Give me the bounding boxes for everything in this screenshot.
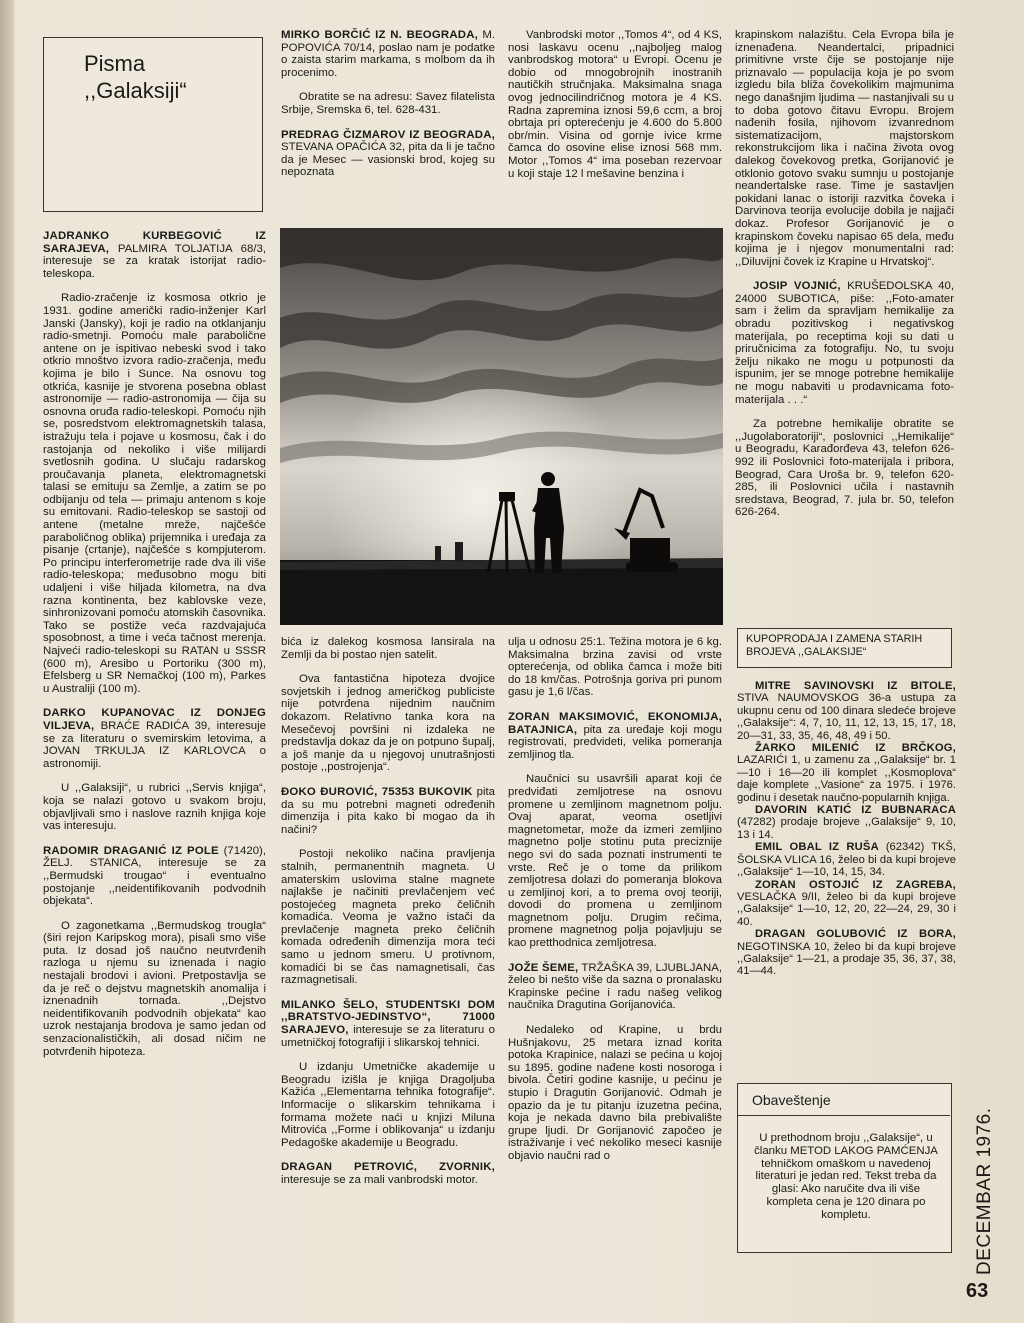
letter-11 [735,280,954,406]
letter-author: ZORAN MAKSIMOVIĆ, EKONOMIJA, BATAJNICA, [508,710,722,736]
exchange-text: STIVA NAUMOVSKOG 36-a ustupa za ukupnu cenu od 100 dinara sledeće brojeve ,,Galaksije“: 4, 7, 10, 11, 12, 13, 15, 17, 18, 20—31, 33, 35, 46, 48, 49 i 50. [737,692,956,742]
letter-6 [281,786,495,836]
page-footer-side [966,1080,1002,1320]
letter-5 [281,129,495,179]
exchange-item [737,879,956,929]
section-title-box [43,37,263,212]
answer-9: Naučnici su usavršili aparat koji će predviđati zemljotrese na osnovu promene u zemljinom magnetnom polju. Ovaj aparat, veoma osetljivi magnetometar, može da izmeri zemljino magnetno polje stotinu puta preciznije nego svi do sada poznati instrumenti te vrste. Reč je o tome da prilikom zemljotresa dolazi do pomeranja blokova u zemljinoj kori, a to prema ovoj teoriji, dovodi do promena u zemljinom magnetnom polju. Drugim rečima, promene magnetnog polja pojavljuju se kao pretthodnica zemljotresa. [508,773,722,950]
letter-4 [281,29,495,79]
letter-author: RADOMIR DRAGANIĆ IZ POLE [43,844,219,857]
letter-author: PREDRAG ČIZMAROV IZ BEOGRADA, [281,128,495,141]
letter-9 [508,711,722,761]
letter-text: PALMIRA TOLJATIJA 68/3, interesuje se za kratak istorijat radio-teleskopa. [43,242,266,280]
answer-5b: Ova fantastična hipoteza dvojice sovjetskih i jednog američkog publiciste nije potvrđena nijednim naučnim dokazom. Relativno tanka kora na Mesečevoj površini ni izdaleka ne predstavlja dokaz da je on potpuno šupalj, a još manje da u njegovoj unutrašnjosti postoje ,,postrojenja“. [281,673,495,774]
exchange-text: (62342) TKŠ, ŠOLSKA VLICA 16, želeo bi da kupi brojeve ,,Galaksije“ 1—10, 14, 15, 34. [737,841,956,879]
exchange-header-box [737,628,952,668]
notice-title: Obaveštenje [738,1084,950,1116]
letter-7 [281,999,495,1049]
exchange-text: VESLAČKA 9/II, želeo bi da kupi brojeve ,,Galaksije“ 1—10, 12, 20, 22—24, 29, 30 i 40. [737,890,956,928]
column-1 [43,230,266,1070]
column-2-top [281,29,495,191]
answer-7: U izdanju Umetničke akademije u Beogradu izišla je knjiga Dragoljuba Kažića ,,Elementarna tehnika fotografije“. Informacije o slikarskim tehnikama i formama možete naći u knjizi Miluna Mitrovića ,,Forme i oblikovanja“ u izdanju Pedagoške akademije u Beogradu. [281,1061,495,1149]
letter-author: JADRANKO KURBEGOVIĆ IZ SARAJEVA, [43,230,266,255]
letter-text: pita za uređaje koji mogu registrovati, predvideti, velika pomeranja zemljinog tla. [508,723,722,761]
answer-11: Za potrebne hemikalije obratite se ,,Jugolaboratoriji“, poslovnici ,,Hemikalije“ u Beogradu, Karađorđeva 43, telefon 626-992 ili Poslovnici foto-materijala i pribora, Beograd, Cara Uroša br. 9, telefon 620-285, ili Poslovnici učila i nastavnih sredstava, Beograd, 7. jula br. 50, telefon 626-264. [735,418,954,519]
exchange-text: NEGOTINSKA 10, želeo bi da kupi brojeve ,,Galaksije“ 1—21, a prodaje 35, 36, 37, 38, 41—44. [737,940,956,978]
exchange-author: ZORAN OSTOJIĆ IZ ZAGREBA, [755,878,956,891]
letter-author: JOŽE ŠEME, [508,961,579,974]
letter-text: KRUŠEDOLSKA 40, 24000 SUBOTICA, piše: ,,Foto-amater sam i želim da spravljam hemikalije za obradu pozitivskog i negativskog materijala, po receptima koji su dati u priručnicima za fotografiju. No, tu svoju želju nikako ne mogu u potpunosti da ispunim, jer se mnoge potrebne hemikalije ne mogu nabaviti u prodavnicama foto-materijala . . .“ [735,280,954,406]
section-title [84,50,187,104]
exchange-item [737,680,956,742]
notice-text: U prethodnom broju ,,Galaksije“, u članku METOD LAKOG PAMĆENJA tehničkom omaškom u navedenoj literaturi je jedan red. Tekst treba da glasi: Ako naručite dva ili više kompleta cena je 120 dinara po kompletu. [754,1132,938,1221]
letter-2 [43,707,266,770]
letter-author: DRAGAN PETROVIĆ, ZVORNIK, [281,1161,495,1174]
title-line-2: ,,Galaksiji“ [84,78,187,103]
answer-engine: Vanbrodski motor ,,Tomos 4“, od 4 KS, nosi laskavu ocenu ,,najboljeg malog vanbrodskog motora“ u Evropi. Ocenu je dobio od mnogobrojnih inostranih nautičkih stručnjaka. Maksimalna snaga ovog jednocilindričnog motora je 4 KS. Radna zapremina iznosi 59,6 ccm, a broj obrtaja pri opterećenju je 4.600 do 5.800 obr/min. Visina od gornje ivice krme čamca do osovine elise iznosi 568 mm. Motor ,,Tomos 4“ ima poseban rezervoar u koji staje 12 l mešavine benzina i [508,29,722,180]
exchange-item [737,742,956,804]
column-2-bottom [281,636,495,1199]
letter-3 [43,845,266,908]
answer-6: Postoji nekoliko načina pravljenja stalnih, permanentnih magneta. U amaterskim uslovima stalne magnete najlakše je načiniti prevlačenjem već postojećeg magneta preko čeličnih komadića. Veoma je važno istači da prevlačenje magneta preko čeličnih komada određenih dimenzija mora teći samo u jednom smeru. U protivnom, komadići bi se čas namagnetisali, čas razmagnetisali. [281,848,495,987]
letter-author: ĐOKO ĐUROVIĆ, 75353 BUKOVIK [281,785,473,798]
letter-author: DARKO KUPANOVAC IZ DONJEG VILJEVA, [43,707,266,732]
letter-text: TRŽAŠKA 39, LJUBLJANA, želeo bi nešto više da sazna o pronalasku Krapinske pećine i radu našeg velikog naučnika Dragutina Gorijanovića. [508,961,722,1012]
page-spine [0,0,14,1323]
exchange-author: DAVORIN KATIĆ IZ BUBNARACA [755,804,956,817]
letter-8 [281,1161,495,1186]
exchange-item [737,928,956,978]
letter-author: MIRKO BORČIĆ IZ N. BEOGRADA, [281,29,478,41]
letter-text: STEVANA OPAČIĆA 32, pita da li je tačno da je Mesec — vasionski brod, kojeg su nepoznata [281,141,495,179]
exchange-author: ŽARKO MILENIĆ IZ BRČKOG, [755,742,956,755]
letter-text: pita da su mu potrebni magneti određenih dimenzija i pita kako bi mogao da ih načini? [281,785,495,836]
column-3-bottom [508,636,722,1175]
answer-5: bića iz dalekog kosmosa lansirala na Zemlji da bi postao njen satelit. [281,636,495,661]
letter-text: M. POPOVIĆA 70/14, poslao nam je podatke o zaista starim markama, s molbom da ih procenimo. [281,29,495,79]
page-number: 63 [966,1280,989,1302]
answer-2: U ,,Galaksiji“, u rubrici ,,Servis knjiga“, koja se nalazi gotovo u svakom broju, objavljivali smo i naslove raznih knjiga koje vas interesuju. [43,782,266,833]
letter-1 [43,230,266,280]
exchange-item [737,841,956,878]
answer-4: Obratite se na adresu: Savez filatelista Srbije, Sremska 6, tel. 628-431. [281,91,495,116]
answer-engine-cont: ulja u odnosu 25:1. Težina motora je 6 kg. Maksimalna brzina zavisi od vrste opterećenja, od oblika čamca i može biti do 18 km/čas. Potrošnja goriva pri punom gasu je 1,6 l/čas. [508,636,722,699]
letter-author: JOSIP VOJNIĆ, [753,280,841,293]
exchange-author: EMIL OBAL IZ RUŠA [755,841,879,854]
title-line-1: Pisma [84,51,146,76]
answer-10: Nedaleko od Krapine, u brdu Hušnjakovu, 25 metara iznad korita potoka Krapinice, nalazi se pećina u kojoj su 1895. godine nađene kosti nosoroga i bivola. Četiri godine kasnije, u pećinu je stupio i Dragutin Gorijanović. Odmah je opazio da je tu pitanju izuzetna pećina, koja je nekada davno bila prebivalište grupe ljudi. Dr Gorijanović započeo je istraživanje i već nekoliko meseci kasnije objavio naučni rad o [508,1024,722,1162]
letter-text: interesuje se za literaturu o umetničkoj fotografiji i slikarskoj tehnici. [281,1024,495,1049]
letter-10 [508,962,722,1012]
column-4 [735,29,954,531]
exchange-text: (47282) prodaje brojeve ,,Galaksije“ 9, 10, 13 i 14. [737,816,956,841]
exchange-author: MITRE SAVINOVSKI IZ BITOLE, [755,680,956,692]
exchange-item [737,804,956,841]
letter-text: interesuje se za mali vanbrodski motor. [281,1173,478,1186]
exchange-author: DRAGAN GOLUBOVIĆ IZ BORA, [755,928,956,941]
letter-text: BRAĆE RADIĆA 39, interesuje se za literaturu o svemirskim letovima, a JOVAN TRKULJA IZ KARLOVCA o astronomiji. [43,719,266,770]
column-3-top [508,29,722,192]
letter-author: MILANKO ŠELO, STUDENTSKI DOM ,,BRATSTVO-JEDINSTVO“, 71000 SARAJEVO, [281,998,495,1037]
answer-10-cont: krapinskom nalazištu. Cela Evropa bila je iznenađena. Neandertalci, pripadnici primitivne vrste čije se postojanje nije priznavalo — populacija koja je po svom izgledu bila bliža čovekolikim majmunima nego današnjim ljudima — nastanjivali su u to doba gotovo čitavu Evropu. Brojem nađenih fosila, njihovom izvanrednom sistematizacijom, majstorskom rekonstrukcijom lika i načina života ovog dalekog čovekovog pretka, Gorijanović je otklonio gotovo svaku sumnju u postojanje neandertalske rase. Time je sastavljen pokidani lanac o istoriji razvitka čoveka i Darvinova teorija evolucije dobila je najjači dokaz. Profesor Gorijanović je o krapinskom čoveku napisao 65 dela, među kojima je i njegov monumentalni rad: ,,Diluvijni čovek iz Krapine u Hrvatskoj“. [735,29,954,268]
exchange-header: KUPOPRODAJA I ZAMENA STARIH BROJEVA ,,GALAKSIJE“ [746,633,923,658]
photograph-surveyor-at-dusk [280,228,723,625]
exchange-text: LAZARIĆI 1, u zamenu za ,,Galaksije“ br. 1—10 i 16—20 ili komplet ,,Kosmoplova“ daje komplete ,,Vasione“ za 1975. i 1976. godinu i desetak naučno-popularnih knjiga. [737,754,956,804]
notice-box [737,1083,952,1253]
exchange-list [737,680,956,978]
issue-date: DECEMBAR 1976. [974,1107,995,1275]
photo-illustration [280,228,723,625]
letter-text: (71420), ŽELJ. STANICA, interesuje se za ,,Bermudski trougao“ i eventualno postojanje ,,neidentifikovanih podvodnih objekata“. [43,844,266,908]
answer-3: O zagonetkama ,,Bermudskog trougla“ (širi rejon Karipskog mora), pisali smo više puta. Iz dosad još naučno neutvrđenih razloga u njemu su iznenada i nagio nestajali brodovi i avioni. Pretpostavlja se da je reč o dejstvu magnetskih anomalija i iznenadnih tornada. ,,Dejstvo neidentifikovanih podvodnih objekata“ kao uzrok nestajanja brodova je samo jedan od senzacionalističkih, ali dosad ničim ne potvrđenih hipoteza. [43,919,266,1058]
answer-1: Radio-zračenje iz kosmosa otkrio je 1931. godine američki radio-inženjer Karl Janski (Jansky), koji je radio na otklanjanju radio-smetnji. Pomoću male parabolične antene on je ispitivao nebeski svod i tako otkrio mnoštvo izvora radio-zračenja, među kojima je bilo i Sunce. Na osnovu tog otkrića, kasnije je stvorena posebna oblast astronomije — radio-astronomija — čija su osnovna oruđa radio-teleskopi. Pomoću njih se, posredstvom elektromagnetskih talasa, istražuju tela i pojave u kosmosu, čak i do rastojanja od nekoliko i više milijardi svetlosnih godina. U slučaju radarskog proučavanja planeta, elektromagnetski talasi se emituju sa Zemlje, a zatim se po odbijanju od tela — primaju antenom s koje su emitovani. Radio-teleskop se sastoji od antene (metalne mreže, najčešće paraboličnog oblika) prijemnika i uređaja za pisanje (crtanje), najčešće s kompjuterom. Po principu interferometrije rade dva ili više radio-teleskopa; međusobno mogu biti udaljeni i više hiljada kilometra, na dva razna kontinenta, bez kablovske veze, sinhronizovani pomoću atomskih časovnika. Tako se postiže veća razdvajajuća sposobnost, a time i veća tačnost merenja. Najveći radio-teleskopi su RATAN u SSSR (600 m), Aresibo u Portoriku (300 m), Efelsberg u SR Nemačkoj (100 m), Parkes u Australiji (100 m). [43,292,266,695]
